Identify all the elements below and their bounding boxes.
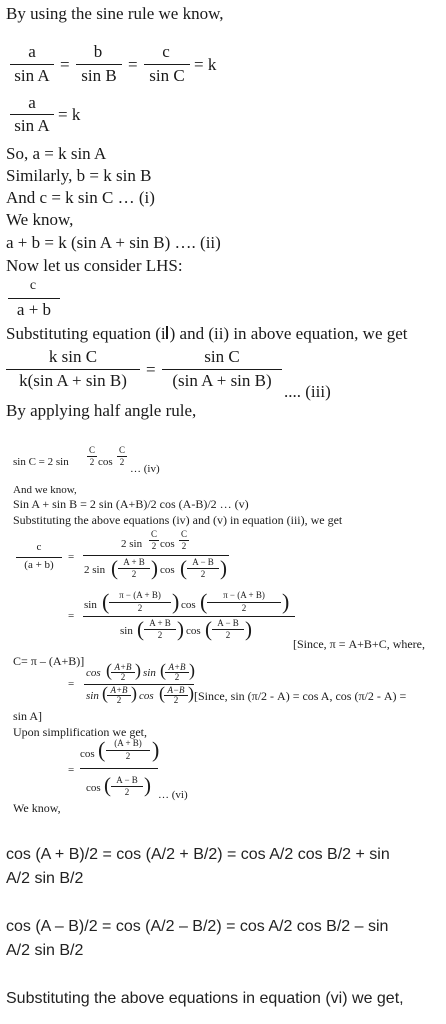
eq7-n1: cos: [86, 667, 101, 679]
eq3-den2: (sin A + sin B): [172, 371, 272, 390]
eq5-den-amb: A − B: [192, 557, 214, 567]
eq6-den-cos: cos: [186, 625, 201, 637]
eq3-num2: sin C: [204, 347, 240, 366]
substituting-text-post: ) and (ii) in above equation, we get: [169, 324, 408, 343]
eq6-sin: sin: [84, 599, 97, 611]
c-equals-line: C= π – (A+B)]: [13, 654, 85, 668]
paren-right: ): [245, 617, 252, 641]
eq7-d2: cos: [139, 690, 154, 702]
eq8-den-frac: A − B: [116, 775, 138, 785]
since-cofunction-line: [Since, sin (π/2 - A) = cos A, cos (π/2 - A) =: [194, 689, 407, 703]
paren-left: (: [102, 683, 108, 703]
eq7-d1f: A+B: [110, 685, 128, 695]
eq8-num-frac: (A + B): [114, 738, 142, 748]
and-we-know-line: And we know,: [13, 484, 77, 496]
text-cursor: [166, 326, 170, 339]
eq5-den-ab: A + B: [123, 557, 145, 567]
and-c-line: And c = k sin C … (i): [6, 188, 155, 207]
ratio-b-num: b: [93, 42, 103, 61]
eq8-num-cos: cos: [80, 748, 95, 760]
paren-left: (: [102, 589, 110, 614]
eq7-n1t: 2: [120, 672, 126, 682]
eq5-den-t2: 2: [200, 569, 206, 579]
fraction-bar: [162, 369, 282, 370]
half-angle-line: By applying half angle rule,: [6, 401, 197, 420]
eq5-lhs-den: (a + b): [24, 559, 54, 571]
cos-diff-line-1: cos (A – B)/2 = cos (A/2 – B/2) = cos A/2 cos B/2 – sin: [6, 918, 389, 935]
eq7-d2f: A−B: [167, 685, 185, 695]
substituting2-line: Substituting the above equations (iv) and (v) in equation (iii), we get: [13, 513, 343, 527]
eq7-n2: sin: [143, 667, 156, 679]
similarly-line: Similarly, b = k sin B: [6, 166, 152, 185]
paren-right: ): [152, 737, 160, 762]
we-know-line-2: We know,: [13, 801, 61, 815]
eq8-den-two: 2: [124, 787, 130, 797]
paren-left: (: [159, 683, 165, 703]
fraction-bar: [10, 114, 54, 115]
eq4-c1: C: [88, 445, 95, 455]
ratio-a-den: sin A: [14, 66, 50, 85]
equals-sign: =: [60, 55, 70, 74]
fraction-bar: [6, 369, 140, 370]
equals-sign: =: [68, 764, 75, 776]
sina-line: sin A]: [13, 709, 43, 723]
eq3-den1: k(sin A + sin B): [19, 371, 127, 390]
fraction-bar: [8, 298, 60, 299]
eq4-tag: … (iv): [130, 463, 160, 475]
paren-left: (: [200, 589, 208, 614]
equals-k: = k: [194, 55, 217, 74]
final-line: Substituting the above equations in equation (vi) we get,: [6, 990, 404, 1007]
eq4-two1: 2: [89, 457, 95, 467]
eq7-n1f: A+B: [114, 662, 132, 672]
eq5-num-c2: C: [180, 529, 187, 539]
paren-right: ): [144, 773, 151, 797]
eq4-two2: 2: [119, 457, 125, 467]
eq5-lhs-num: c: [36, 541, 42, 553]
eq5-num-c1: C: [150, 529, 157, 539]
eq6-pi-ab-1: π − (A + B): [119, 590, 161, 600]
eq6-two-2: 2: [241, 603, 247, 613]
equals-sign: =: [68, 678, 75, 690]
eq4-lhs: sin C = 2 sin: [13, 456, 69, 468]
sum-sin-line: Sin A + sin B = 2 sin (A+B)/2 cos (A-B)/2 … (v): [13, 497, 249, 511]
paren-right: ): [189, 660, 195, 680]
paren-left: (: [106, 660, 112, 680]
eq3-num1: k sin C: [48, 347, 98, 366]
paren-left: (: [205, 617, 212, 641]
paren-right: ): [151, 556, 158, 580]
ratio-b-den: sin B: [81, 66, 117, 85]
sum-line: a + b = k (sin A + sin B) …. (ii): [6, 233, 221, 252]
eq7-d1t: 2: [116, 695, 122, 705]
eq6-den-two1: 2: [157, 630, 163, 640]
ratio2-num: a: [28, 93, 36, 112]
intro-line: By using the sine rule we know,: [6, 4, 224, 23]
eq5-den-cos: cos: [160, 564, 175, 576]
eq5-num-cos: cos: [160, 538, 175, 550]
paren-right: ): [177, 617, 184, 641]
paren-left: (: [104, 773, 111, 797]
paren-left: (: [160, 660, 166, 680]
eq7-n2t: 2: [174, 672, 180, 682]
fraction-bar: [10, 64, 54, 65]
eq6-den-sin: sin: [120, 625, 133, 637]
paren-right: ): [131, 683, 137, 703]
eq4-cos: cos: [98, 456, 113, 468]
fraction-bar: [76, 64, 122, 65]
eq8-num-two: 2: [125, 751, 131, 761]
eq8-tag: … (vi): [158, 789, 188, 801]
paren-right: ): [188, 683, 194, 703]
eq5-den-pre: 2 sin: [84, 564, 106, 576]
lhs-den: a + b: [16, 300, 52, 319]
fraction-bar: [80, 768, 158, 769]
since-pi-line: [Since, π = A+B+C, where,: [293, 637, 426, 651]
upon-simplification-line: Upon simplification we get,: [13, 725, 147, 739]
substituting-text-pre: Substituting equation (i: [6, 324, 166, 343]
eq5-num-t2: 2: [181, 541, 187, 551]
paren-left: (: [98, 737, 106, 762]
cos-diff-line-2: A/2 sin B/2: [6, 942, 84, 959]
eq6-two-1: 2: [137, 603, 143, 613]
eq7-n2f: A+B: [168, 662, 186, 672]
eq6-den-amb: A − B: [217, 618, 239, 628]
equals-sign: =: [128, 55, 138, 74]
ratio-c-num: c: [162, 42, 170, 61]
ratio-c-den: sin C: [149, 66, 185, 85]
equals-sign: =: [68, 610, 75, 622]
cos-sum-line-1: cos (A + B)/2 = cos (A/2 + B/2) = cos A/2 cos B/2 + sin: [6, 846, 390, 863]
fraction-bar: [83, 616, 295, 617]
eq7-d1: sin: [86, 690, 99, 702]
eq3-tag: .... (iii): [284, 382, 331, 401]
paren-left: (: [111, 556, 118, 580]
we-know-line: We know,: [6, 210, 74, 229]
paren-right: ): [135, 660, 141, 680]
fraction-bar: [144, 64, 190, 65]
paren-left: (: [137, 617, 144, 641]
ratio2-den: sin A: [14, 116, 50, 135]
equals-sign: =: [146, 360, 156, 379]
lhs-num: c: [29, 278, 37, 293]
eq4-c2: C: [118, 445, 125, 455]
eq5-num-t1: 2: [151, 541, 157, 551]
equals-sign: =: [68, 551, 75, 563]
eq6-pi-ab-2: π − (A + B): [223, 590, 265, 600]
substituting-line: [6, 324, 408, 344]
paren-right: ): [220, 556, 227, 580]
so-line: So, a = k sin A: [6, 144, 107, 163]
eq5-num-pre: 2 sin: [121, 538, 143, 550]
eq6-den-ab: A + B: [149, 618, 171, 628]
ratio-a-num: a: [28, 42, 36, 61]
paren-right: ): [172, 589, 180, 614]
cos-sum-line-2: A/2 sin B/2: [6, 870, 84, 887]
equals-k: = k: [58, 105, 81, 124]
paren-left: (: [180, 556, 187, 580]
eq5-den-t1: 2: [131, 569, 137, 579]
eq6-cos: cos: [181, 599, 196, 611]
now-lhs-line: Now let us consider LHS:: [6, 256, 183, 275]
eq7-d2t: 2: [173, 695, 179, 705]
paren-right: ): [282, 589, 290, 614]
eq8-den-cos: cos: [86, 782, 101, 794]
eq6-den-two2: 2: [225, 630, 231, 640]
